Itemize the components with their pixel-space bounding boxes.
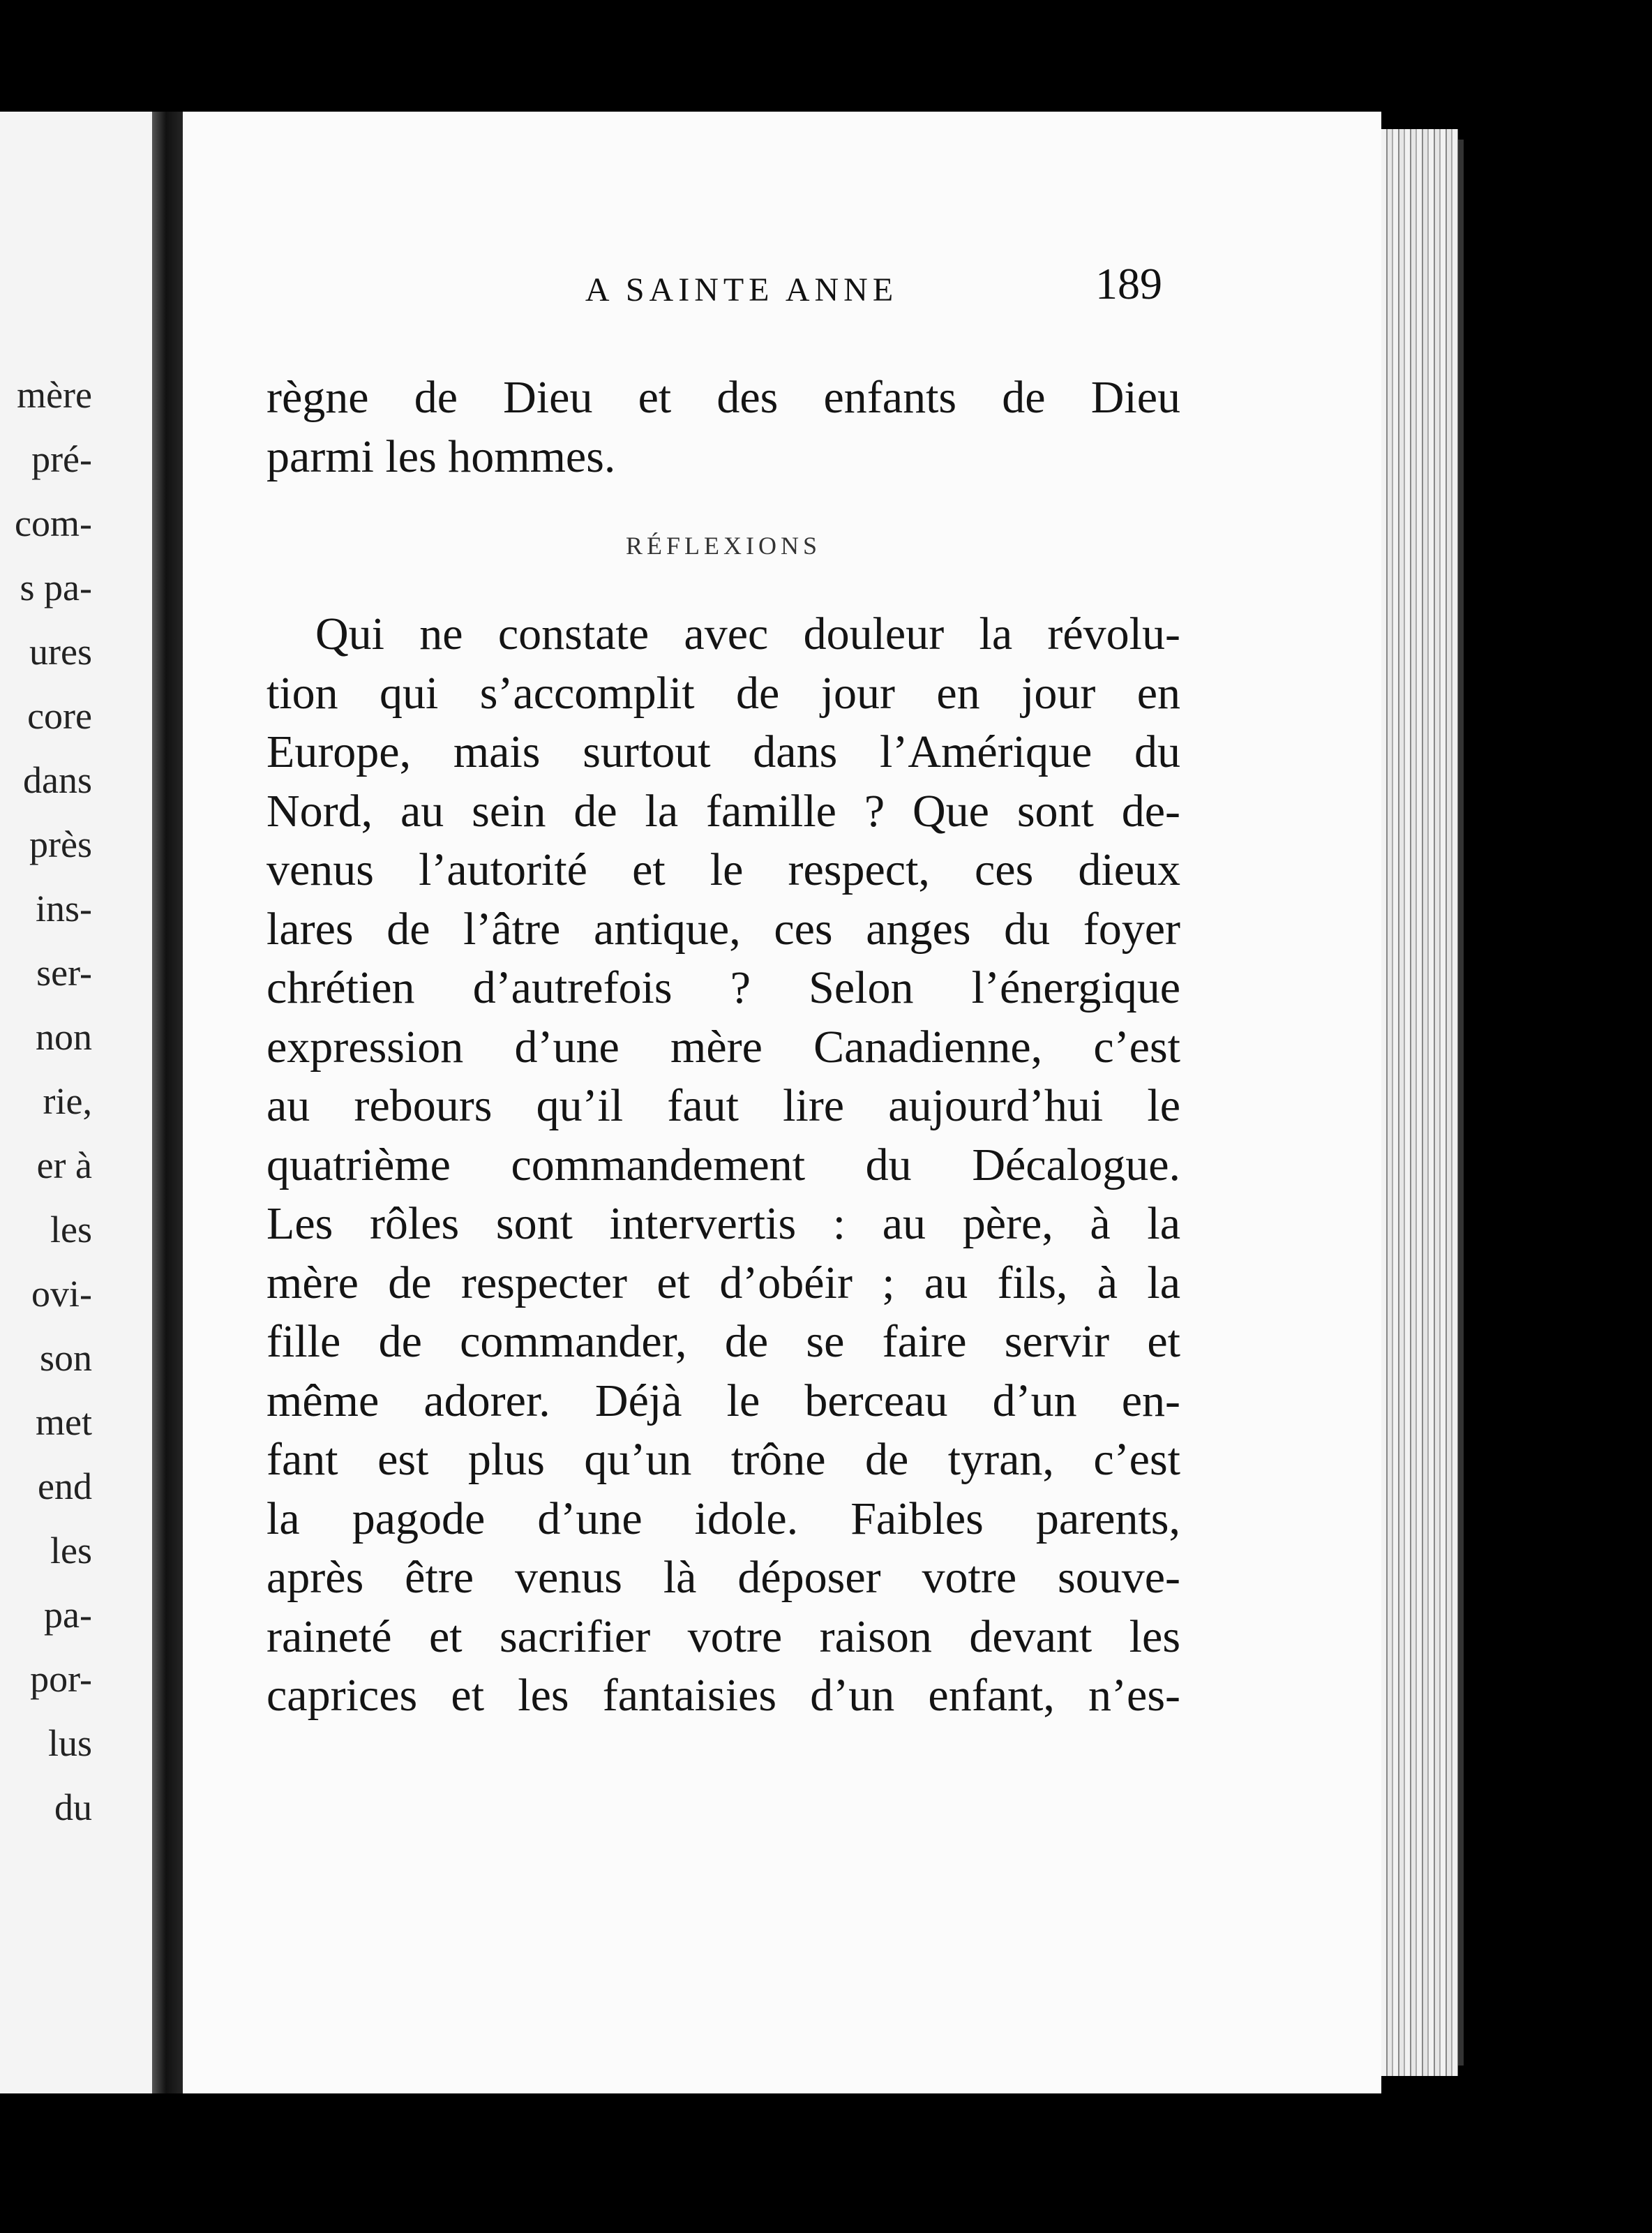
facing-line: lus: [47, 1722, 92, 1764]
facing-line: près: [29, 823, 92, 865]
facing-line: non: [36, 1016, 92, 1058]
section-heading: RÉFLEXIONS: [625, 532, 821, 560]
facing-page-text: [0, 363, 92, 1839]
page-edges: [1381, 129, 1458, 2076]
text-line: Europe, mais surtout dans l’Amérique du: [266, 726, 1180, 777]
text-line: lares de l’âtre antique, ces anges du foyer: [266, 903, 1180, 955]
page-number: 189: [1095, 259, 1162, 308]
text-line: Nord, au sein de la famille ? Que sont de-: [266, 785, 1180, 837]
text-line: raineté et sacrifier votre raison devant les: [266, 1611, 1180, 1662]
text-line: quatrième commandement du Décalogue.: [266, 1139, 1180, 1190]
page-edge-shadow: [1458, 140, 1464, 2066]
text-line: au rebours qu’il faut lire aujourd’hui le: [266, 1080, 1180, 1131]
facing-line: du: [54, 1786, 92, 1828]
facing-line: mère: [17, 374, 92, 416]
running-title: A SAINTE ANNE: [585, 271, 899, 308]
facing-line: les: [50, 1209, 92, 1250]
text-line: fille de commander, de se faire servir et: [266, 1316, 1180, 1367]
text-line: fant est plus qu’un trône de tyran, c’est: [266, 1434, 1180, 1485]
facing-line: pré-: [31, 438, 92, 480]
text-line: la pagode d’une idole. Faibles parents,: [266, 1493, 1180, 1544]
text-line: parmi les hommes.: [266, 431, 616, 482]
text-line: Les rôles sont intervertis : au père, à la: [266, 1198, 1180, 1249]
facing-line: ovi-: [31, 1273, 92, 1315]
facing-line: end: [38, 1465, 92, 1507]
text-line: Qui ne constate avec douleur la révolu-: [315, 608, 1180, 659]
facing-line: dans: [23, 759, 92, 801]
facing-line: ser-: [36, 952, 92, 994]
facing-line: son: [39, 1337, 92, 1379]
body-text: [266, 368, 1180, 1726]
text-line: expression d’une mère Canadienne, c’est: [266, 1021, 1180, 1073]
text-line: venus l’autorité et le respect, ces dieux: [266, 844, 1180, 895]
text-line: règne de Dieu et des enfants de Dieu: [266, 372, 1180, 423]
text-line: caprices et les fantaisies d’un enfant, n’es-: [266, 1670, 1180, 1721]
facing-line: core: [27, 695, 92, 737]
facing-line: met: [36, 1401, 92, 1443]
facing-line: ins-: [36, 888, 92, 929]
facing-line: por-: [30, 1658, 92, 1700]
text-line: après être venus là déposer votre souve-: [266, 1552, 1180, 1603]
text-line: même adorer. Déjà le berceau d’un en-: [266, 1375, 1180, 1426]
facing-line: rie,: [43, 1080, 92, 1122]
facing-line: s pa-: [20, 567, 92, 608]
text-line: tion qui s’accomplit de jour en jour en: [266, 667, 1180, 719]
text-line: chrétien d’autrefois ? Selon l’énergique: [266, 962, 1180, 1013]
facing-line: er à: [36, 1144, 92, 1186]
facing-line: ures: [29, 631, 92, 673]
facing-line: les: [50, 1530, 92, 1571]
book-gutter: [152, 112, 187, 2093]
facing-page-left: [0, 112, 152, 2093]
facing-line: com-: [15, 502, 92, 544]
text-line: mère de respecter et d’obéir ; au fils, à la: [266, 1257, 1180, 1308]
facing-line: pa-: [44, 1594, 92, 1636]
